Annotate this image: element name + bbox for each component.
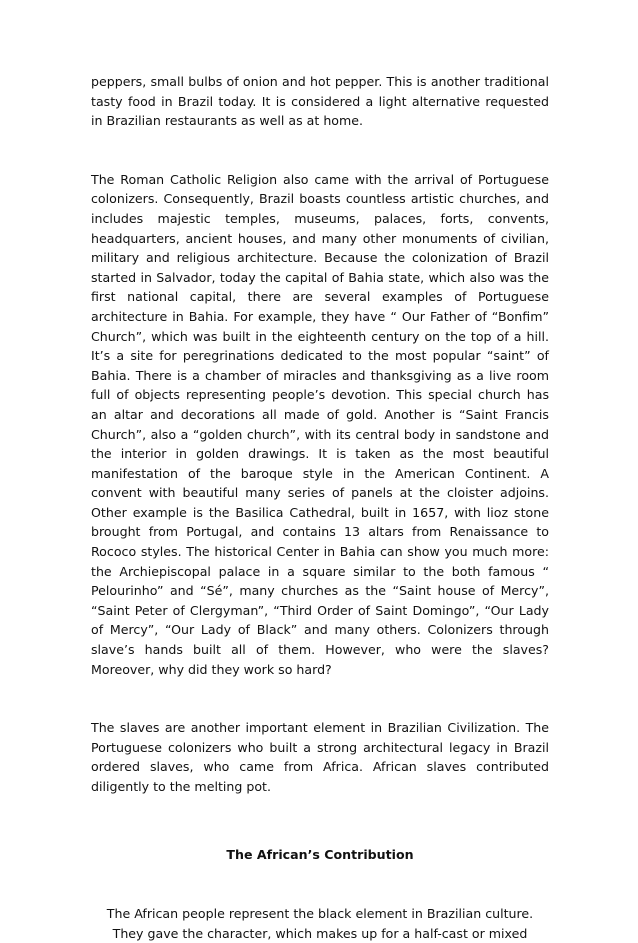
paragraph-religion: The Roman Catholic Religion also came with the arrival of Portuguese colonizers. Consequently, Brazil boasts countless artistic churches, and includes majestic temples, museums, palaces, forts, convents, headquarters, ancient houses, and many other monuments of civilian, military and religious architecture. Because the colonization of Brazil started in Salvador, today the capital of Bahia state, which also was the first national capital, there are several examples of Portuguese architecture in Bahia. For example, they have “ Our Father of “Bonfim” Church”, which was built in the eighteenth century on the top of a hill. It’s a site for peregrinations dedicated to the most popular “saint” of Bahia. There is a chamber of miracles and thanksgiving as a live room full of objects representing people’s devotion. This special church has an altar and decorations all made of gold. Another is “Saint Francis Church”, also a “golden church”, with its central body in sandstone and the interior in golden drawings. It is taken as the most beautiful manifestation of the baroque style in the American Continent. A convent with beautiful many series of panels at the cloister adjoins. Other example is the Basilica Cathedral, built in 1657, with lioz stone brought from Portugal, and contains 13 altars from Renaissance to Rococo styles. The historical Center in Bahia can show you much more: the Archiepiscopal palace in a square similar to the both famous “ Pelourinho” and “Sé”, many churches as the “Saint house of Mercy”, “Saint Peter of Clergyman”, “Third Order of Saint Domingo”, “Our Lady of Mercy”, “Our Lady of Black” and many others. Colonizers through slave’s hands built all of them. However, who were the slaves? Moreover, why did they work so hard? [91, 171, 549, 677]
paragraph-food: peppers, small bulbs of onion and hot pepper. This is another traditional tasty food in Brazil today. It is considered a light alternative requested in Brazilian restaurants as well as at home. [91, 74, 549, 129]
section-heading: The African’s Contribution [226, 846, 414, 862]
paragraph-slaves: The slaves are another important element in Brazilian Civilization. The Portuguese colonizers who built a strong architectural legacy in Brazil ordered slaves, who came from Africa. African slaves contributed diligently to the melting pot. [91, 720, 549, 794]
document-page [91, 72, 549, 943]
paragraph-african-people: The African people represent the black element in Brazilian culture. They gave the character, which makes up for a half-cast or mixed [106, 906, 534, 941]
